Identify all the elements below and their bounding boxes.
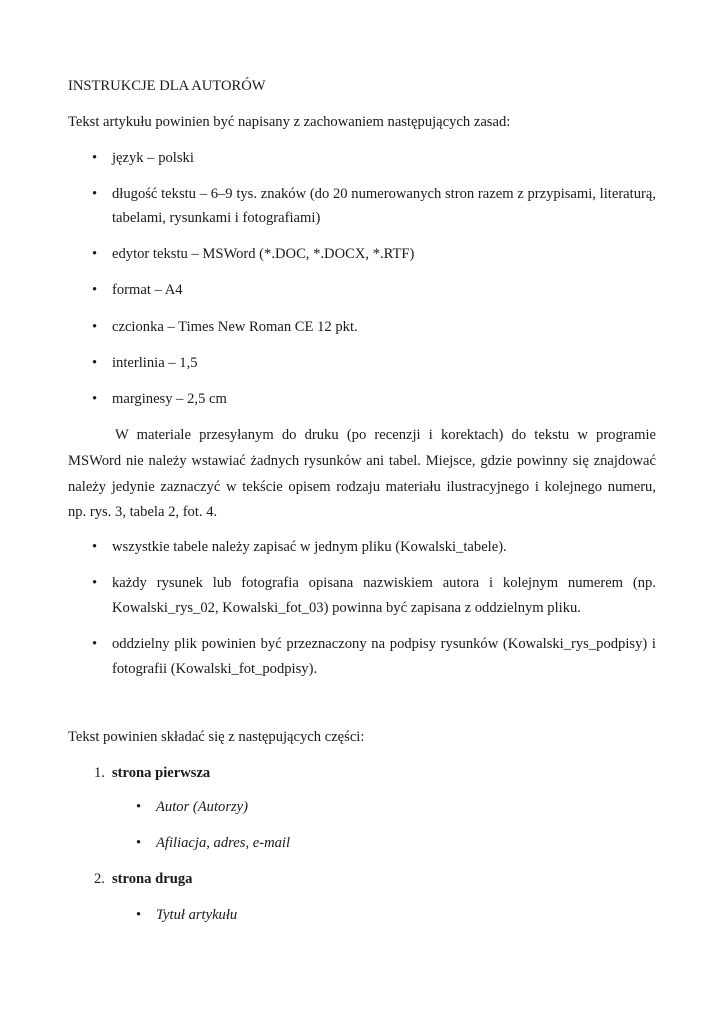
bullet-icon: • (92, 391, 98, 407)
rule-editor: edytor tekstu – MSWord (*.DOC, *.DOCX, *.RTF) (112, 246, 415, 262)
intro-text: Tekst artykułu powinien być napisany z zachowaniem następujących zasad: (68, 114, 511, 130)
file-rule-captions-line2: fotografii (Kowalski_fot_podpisy). (112, 661, 318, 677)
paragraph-line2: MSWord nie należy wstawiać żadnych rysunków ani tabel. Miejsce, gdzie powinny się znajdować (68, 453, 656, 469)
rule-format: format – A4 (112, 282, 183, 298)
bullet-icon: • (136, 835, 142, 851)
rule-length-line2: tabelami, rysunkami i fotografiami) (112, 210, 321, 226)
rule-margins: marginesy – 2,5 cm (112, 391, 227, 407)
bullet-icon: • (136, 799, 142, 815)
bullet-icon: • (136, 907, 142, 923)
bullet-icon: • (92, 246, 98, 262)
bullet-icon: • (92, 319, 98, 335)
file-rule-tables: wszystkie tabele należy zapisać w jednym pliku (Kowalski_tabele). (112, 539, 507, 555)
parts-intro: Tekst powinien składać się z następujących części: (68, 729, 365, 745)
bullet-icon: • (92, 539, 98, 555)
part-number: 2. (94, 871, 105, 887)
paragraph-line1: W materiale przesyłanym do druku (po recenzji i korektach) do tekstu w programie (115, 427, 656, 443)
bullet-icon: • (92, 186, 98, 202)
part-item-author: Autor (Autorzy) (156, 799, 249, 815)
bullet-icon: • (92, 575, 98, 591)
rule-line-spacing: interlinia – 1,5 (112, 355, 198, 371)
rule-length-line1: długość tekstu – 6–9 tys. znaków (do 20 numerowanych stron razem z przypisami, literaturą, (112, 186, 656, 202)
paragraph-line4: np. rys. 3, tabela 2, fot. 4. (68, 504, 218, 520)
file-rule-figures-line1: każdy rysunek lub fotografia opisana nazwiskiem autora i kolejnym numerem (np. (112, 575, 656, 591)
document-heading: INSTRUKCJE DLA AUTORÓW (68, 78, 266, 94)
bullet-icon: • (92, 150, 98, 166)
rule-language: język – polski (112, 150, 194, 166)
paragraph-line3: należy jedynie zaznaczyć w tekście opisem rodzaju materiału ilustracyjnego i kolejnego numeru, (68, 479, 656, 495)
part-title-second-page: strona druga (112, 871, 193, 887)
file-rule-figures-line2: Kowalski_rys_02, Kowalski_fot_03) powinna być zapisana z oddzielnym pliku. (112, 600, 581, 616)
part-item-article-title: Tytuł artykułu (156, 907, 238, 923)
part-title-first-page: strona pierwsza (112, 765, 211, 781)
part-number: 1. (94, 765, 105, 781)
file-rule-captions-line1: oddzielny plik powinien być przeznaczony na podpisy rysunków (Kowalski_rys_podpisy) i (112, 636, 656, 652)
rule-font: czcionka – Times New Roman CE 12 pkt. (112, 319, 358, 335)
bullet-icon: • (92, 355, 98, 371)
bullet-icon: • (92, 282, 98, 298)
part-item-affiliation: Afiliacja, adres, e-mail (156, 835, 291, 851)
bullet-icon: • (92, 636, 98, 652)
